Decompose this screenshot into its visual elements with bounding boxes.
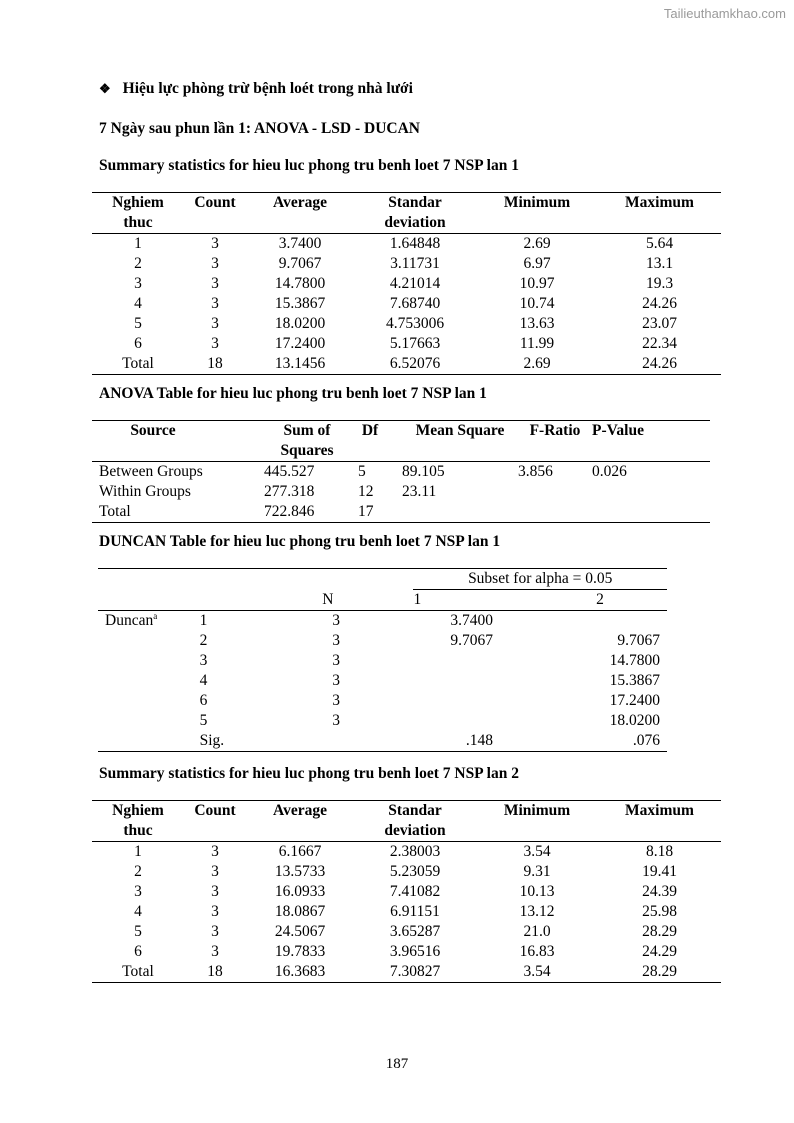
- table-cell: 17: [358, 503, 374, 520]
- blank-cell: [98, 671, 188, 691]
- table-row: [98, 711, 667, 731]
- table-cell: 3: [211, 255, 219, 272]
- table-cell: 0.026: [592, 463, 627, 480]
- blank-cell: [98, 631, 188, 651]
- group-id: 2: [199, 632, 208, 649]
- table-cell: 13.1: [645, 255, 674, 272]
- blank-cell: [98, 590, 322, 611]
- group-id: 5: [199, 712, 208, 729]
- subset-1-value: [413, 671, 533, 691]
- table-cell: 11.99: [519, 335, 555, 352]
- column-header: Maximum: [625, 194, 694, 211]
- table-cell: Total: [122, 355, 154, 372]
- column-header: Maximum: [625, 802, 694, 819]
- summary1-title: Summary statistics for hieu luc phong tru benh loet 7 NSP lan 1: [99, 157, 519, 174]
- table-cell: 13.1456: [274, 355, 326, 372]
- blank-cell: [98, 651, 188, 671]
- table-row: [92, 234, 721, 255]
- table-cell: 2: [134, 863, 142, 880]
- table-cell: 24.26: [642, 295, 677, 312]
- table-cell: 3: [211, 923, 219, 940]
- table-cell: 17.2400: [274, 335, 326, 352]
- anova-table: [92, 420, 710, 523]
- table-cell: 6.97: [523, 255, 551, 272]
- subset-1-value: [413, 651, 533, 671]
- table-cell: 6.52076: [389, 355, 441, 372]
- header-row: [98, 590, 667, 611]
- column-header: F-Ratio: [529, 422, 581, 439]
- section-title: ❖ Hiệu lực phòng trừ bệnh loét trong nhà lưới: [99, 80, 413, 97]
- table-row: [98, 651, 667, 671]
- table-cell: 5.23059: [389, 863, 441, 880]
- table-cell: 2.38003: [389, 843, 441, 860]
- table-cell: 24.39: [642, 883, 677, 900]
- table-cell: [518, 502, 592, 523]
- table-cell: 277.318: [264, 483, 315, 500]
- table-cell: 8.18: [645, 843, 674, 860]
- table-cell: 24.5067: [274, 923, 326, 940]
- table-cell: 18.0200: [274, 315, 326, 332]
- table-cell: 1.64848: [389, 235, 441, 252]
- table-row: [92, 274, 721, 294]
- group-n: 3: [332, 712, 341, 729]
- duncan-title: DUNCAN Table for hieu luc phong tru benh loet 7 NSP lan 1: [99, 533, 501, 550]
- table-cell: 18: [207, 963, 223, 980]
- table-cell: 3.65287: [389, 923, 441, 940]
- table-row: [92, 334, 721, 354]
- group-n: 3: [332, 612, 341, 629]
- subset-2-value: 15.3867: [609, 672, 660, 689]
- table-cell: 6: [134, 335, 142, 352]
- subset-2-value: 17.2400: [609, 692, 660, 709]
- table-row: [92, 482, 710, 502]
- table-cell: 1: [134, 843, 142, 860]
- table-cell: 3: [211, 295, 219, 312]
- summary2-table: [92, 800, 721, 983]
- table-cell: 722.846: [264, 503, 315, 520]
- subset-2-header: 2: [596, 591, 604, 608]
- table-cell: 13.63: [519, 315, 555, 332]
- table-row: [92, 942, 721, 962]
- subset-2-value: 14.7800: [609, 652, 660, 669]
- blank-cell: [322, 731, 413, 752]
- table-cell: 3: [211, 903, 219, 920]
- header-row: [92, 801, 721, 842]
- table-cell: 3.54: [523, 843, 551, 860]
- table-cell: 3: [211, 863, 219, 880]
- table-cell: 4.21014: [389, 275, 441, 292]
- table-cell: Total: [122, 963, 154, 980]
- table-cell: [592, 502, 710, 523]
- table-cell: 12: [358, 483, 374, 500]
- table-cell: Within Groups: [99, 483, 191, 500]
- sig-row: [98, 731, 667, 752]
- table-cell: 13.12: [519, 903, 555, 920]
- group-n: 3: [332, 692, 341, 709]
- table-cell: 2.69: [523, 355, 551, 372]
- method-name: Duncan: [105, 612, 154, 629]
- group-n: 3: [332, 652, 341, 669]
- method-label: [98, 611, 188, 632]
- table-row: [98, 671, 667, 691]
- table-cell: 7.68740: [389, 295, 441, 312]
- table-cell: 5: [134, 923, 142, 940]
- table-cell: 23.11: [402, 483, 437, 500]
- column-header: Minimum: [503, 194, 571, 211]
- table-cell: 3: [211, 235, 219, 252]
- table-row: [92, 254, 721, 274]
- subset-2-value: [533, 611, 667, 632]
- table-cell: 3.856: [518, 463, 553, 480]
- column-header: Count: [194, 194, 236, 211]
- subset-1-value: 3.7400: [450, 612, 493, 629]
- table-row: [92, 962, 721, 983]
- table-cell: 19.3: [645, 275, 674, 292]
- subset-header: Subset for alpha = 0.05: [413, 569, 667, 590]
- table-cell: 15.3867: [274, 295, 326, 312]
- duncan-table: [98, 568, 667, 752]
- group-id: 1: [199, 612, 208, 629]
- table-cell: 5.17663: [389, 335, 441, 352]
- table-cell: 25.98: [642, 903, 677, 920]
- table-cell: 9.7067: [278, 255, 322, 272]
- blank-cell: [98, 569, 413, 590]
- table-cell: 3: [211, 943, 219, 960]
- column-header: Nghiem thuc: [112, 802, 164, 839]
- blank-cell: [98, 691, 188, 711]
- subset-2-value: 9.7067: [617, 632, 660, 649]
- table-row: [92, 902, 721, 922]
- diamond-bullet-icon: ❖: [99, 81, 111, 96]
- table-cell: 28.29: [642, 963, 677, 980]
- table-cell: 10.13: [519, 883, 555, 900]
- column-header: Source: [130, 422, 176, 439]
- table-cell: 4: [134, 903, 142, 920]
- header-row: [92, 193, 721, 234]
- table-cell: 18: [207, 355, 223, 372]
- subset-1-value: 9.7067: [450, 632, 493, 649]
- column-header: Minimum: [503, 802, 571, 819]
- column-header: P-Value: [592, 422, 644, 439]
- table-cell: 445.527: [264, 463, 315, 480]
- group-id: 6: [199, 692, 208, 709]
- table-row: [92, 354, 721, 375]
- table-cell: 23.07: [642, 315, 677, 332]
- column-header: Nghiem thuc: [112, 194, 164, 231]
- subset-2-value: 18.0200: [609, 712, 660, 729]
- table-cell: [518, 482, 592, 502]
- table-row: [92, 882, 721, 902]
- group-n: 3: [332, 632, 341, 649]
- watermark: Tailieuthamkhao.com: [663, 6, 786, 21]
- table-cell: 21.0: [523, 923, 551, 940]
- table-cell: 10.74: [519, 295, 555, 312]
- table-cell: 7.30827: [389, 963, 441, 980]
- table-cell: 3: [211, 843, 219, 860]
- table-row: [98, 631, 667, 651]
- table-cell: 3: [211, 275, 219, 292]
- subtitle: 7 Ngày sau phun lần 1: ANOVA - LSD - DUCAN: [99, 120, 420, 137]
- table-cell: Total: [99, 503, 131, 520]
- column-header: Count: [194, 802, 236, 819]
- subset-1-header: 1: [413, 591, 422, 608]
- column-header: Standar deviation: [384, 194, 446, 231]
- group-n: 3: [332, 672, 341, 689]
- table-row: [98, 611, 667, 632]
- table-cell: 3.11731: [390, 255, 440, 272]
- blank-cell: [98, 711, 188, 731]
- table-cell: 6.91151: [390, 903, 440, 920]
- table-row: [92, 294, 721, 314]
- header-row: [98, 569, 667, 590]
- group-id: 4: [199, 672, 208, 689]
- table-cell: 3: [211, 883, 219, 900]
- table-cell: 6: [134, 943, 142, 960]
- table-cell: 3.96516: [389, 943, 441, 960]
- table-cell: 5: [358, 463, 366, 480]
- subset-1-value: [413, 691, 533, 711]
- table-cell: 3.54: [523, 963, 551, 980]
- header-row: [92, 421, 710, 462]
- method-superscript: a: [153, 611, 158, 621]
- table-cell: [592, 482, 710, 502]
- column-header: Df: [361, 422, 379, 439]
- table-cell: 24.26: [642, 355, 677, 372]
- page-number: 187: [385, 1056, 409, 1072]
- table-cell: 19.7833: [274, 943, 326, 960]
- table-cell: 1: [134, 235, 142, 252]
- table-row: [92, 842, 721, 863]
- column-header: Sum of Squares: [280, 422, 334, 459]
- table-cell: 13.5733: [274, 863, 326, 880]
- table-cell: [402, 502, 518, 523]
- table-cell: Between Groups: [99, 463, 203, 480]
- table-cell: 9.31: [523, 863, 551, 880]
- table-cell: 24.29: [642, 943, 677, 960]
- table-cell: 4.753006: [385, 315, 445, 332]
- table-cell: 18.0867: [274, 903, 326, 920]
- table-cell: 19.41: [642, 863, 677, 880]
- table-cell: 16.83: [519, 943, 555, 960]
- column-header: Average: [273, 194, 327, 211]
- table-cell: 2.69: [523, 235, 551, 252]
- column-header: Mean Square: [415, 422, 505, 439]
- table-row: [92, 502, 710, 523]
- table-cell: 5.64: [645, 235, 674, 252]
- table-cell: 4: [134, 295, 142, 312]
- table-row: [92, 314, 721, 334]
- table-row: [92, 462, 710, 483]
- table-cell: 2: [134, 255, 142, 272]
- table-cell: 3: [134, 275, 142, 292]
- table-cell: 6.1667: [278, 843, 322, 860]
- table-cell: 10.97: [519, 275, 555, 292]
- table-row: [92, 922, 721, 942]
- table-cell: 3: [211, 315, 219, 332]
- table-cell: 89.105: [402, 463, 445, 480]
- sig-value-2: .076: [632, 732, 660, 749]
- table-row: [98, 691, 667, 711]
- table-cell: 7.41082: [389, 883, 441, 900]
- group-id: 3: [199, 652, 208, 669]
- table-cell: 14.7800: [274, 275, 326, 292]
- table-cell: 3: [134, 883, 142, 900]
- table-cell: 3: [211, 335, 219, 352]
- subset-1-value: [413, 711, 533, 731]
- table-cell: 5: [134, 315, 142, 332]
- summary2-title: Summary statistics for hieu luc phong tru benh loet 7 NSP lan 2: [99, 765, 519, 782]
- blank-cell: [98, 731, 188, 752]
- table-cell: 16.0933: [274, 883, 326, 900]
- summary1-table: [92, 192, 721, 375]
- table-cell: 3.7400: [278, 235, 322, 252]
- n-header: N: [322, 590, 334, 608]
- table-cell: 22.34: [642, 335, 677, 352]
- table-row: [92, 862, 721, 882]
- sig-label: Sig.: [199, 732, 225, 749]
- anova-title: ANOVA Table for hieu luc phong tru benh loet 7 NSP lan 1: [99, 385, 487, 402]
- sig-value-1: .148: [465, 732, 493, 749]
- table-cell: 28.29: [642, 923, 677, 940]
- table-cell: 16.3683: [274, 963, 326, 980]
- column-header: Average: [273, 802, 327, 819]
- column-header: Standar deviation: [384, 802, 446, 839]
